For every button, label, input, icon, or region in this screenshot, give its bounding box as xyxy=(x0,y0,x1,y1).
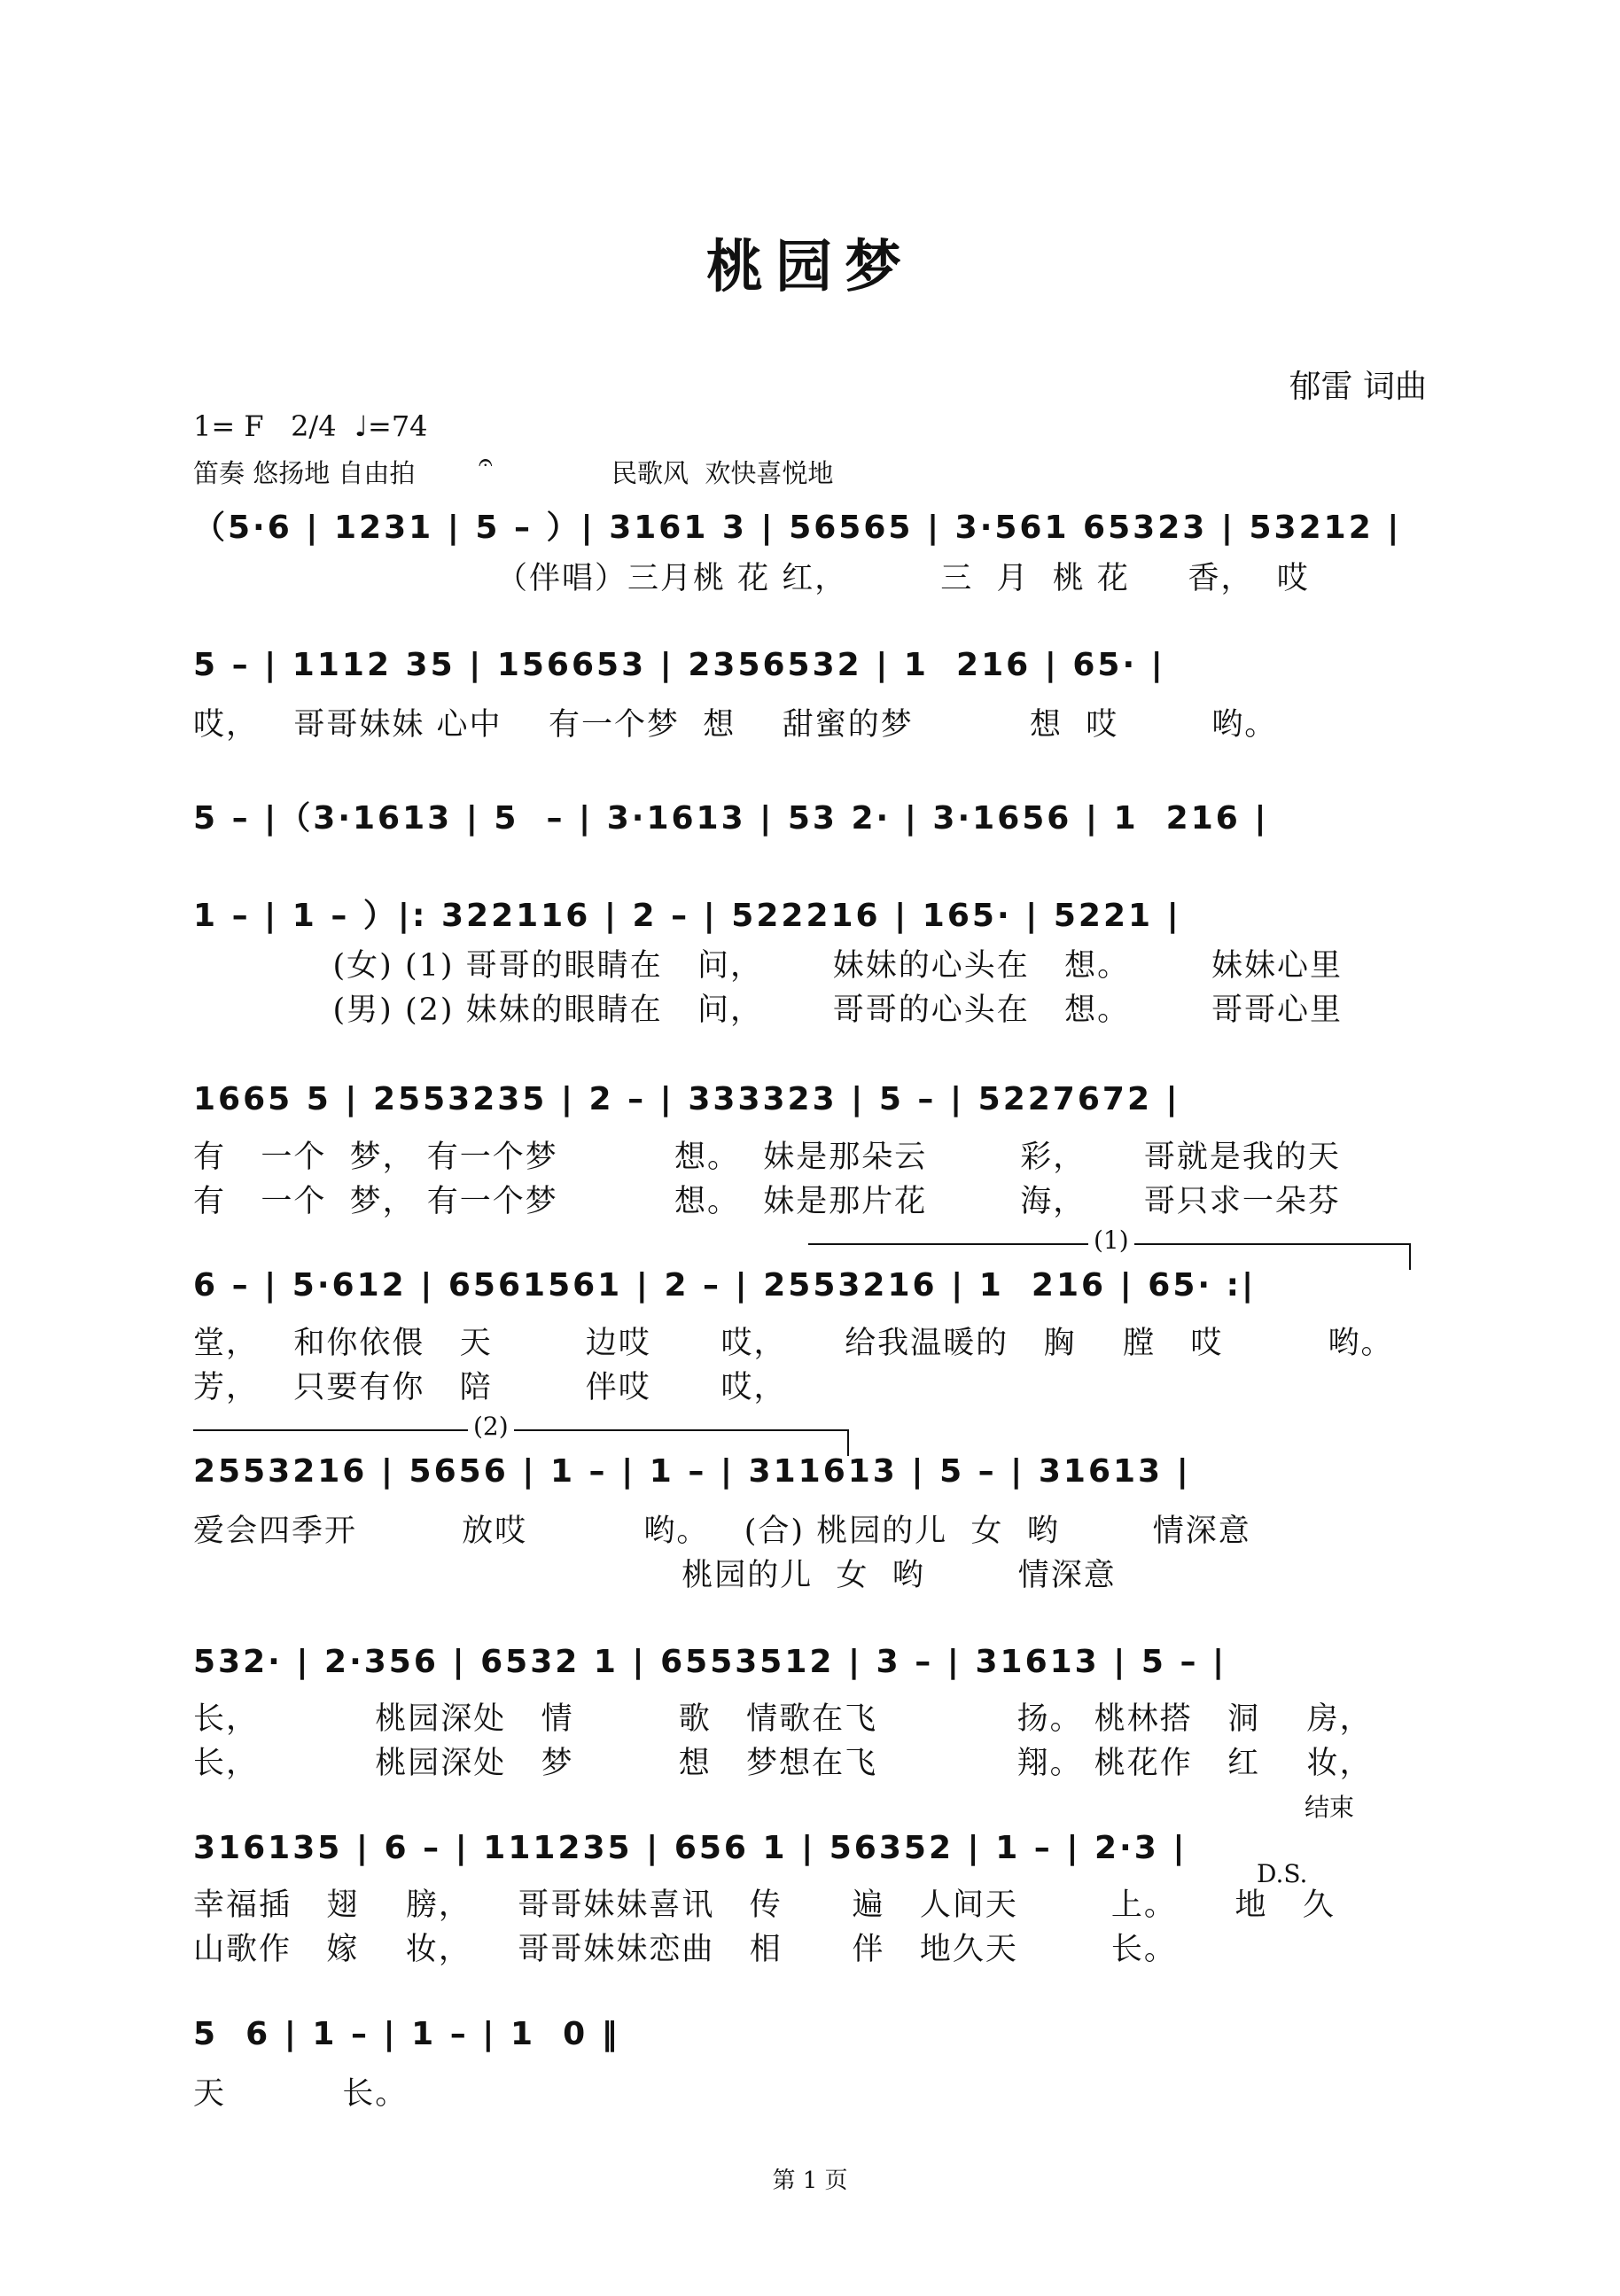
fermata-icon: 𝄐 xyxy=(479,448,493,477)
notation-row: 1 – | 1 – ）|: 322116 | 2 – | 522216 | 165· | 5221 | xyxy=(193,898,1181,934)
intro-performance-note: 笛奏 悠扬地 自由拍 xyxy=(193,458,416,488)
notation-row: 6 – | 5·612 | 6561561 | 2 – | 2553216 | 1 216 | 65· :| xyxy=(193,1267,1257,1304)
lyric-line: 长， 桃园深处 情 歌 情歌在飞 扬。 桃林搭 洞 房， xyxy=(193,1701,1373,1737)
lyric-line: 有 一个 梦， 有一个梦 想。 妹是那朵云 彩， 哥就是我的天 xyxy=(193,1140,1341,1175)
lyric-line: 幸福插 翅 膀， 哥哥妹妹喜讯 传 遍 人间天 上。 地 久 xyxy=(193,1887,1336,1923)
lyric-line: 芳， 只要有你 陪 伴哎 哎， xyxy=(193,1370,787,1405)
volta-label: (2) xyxy=(468,1412,514,1441)
volta-label: (1) xyxy=(1088,1226,1134,1255)
notation-row: （5·6 | 1231 | 5 – ）| 3161 3 | 56565 | 3·561 65323 | 53212 | xyxy=(193,510,1402,546)
key-tempo-marking: 1= F 2/4 ♩=74 xyxy=(193,409,428,443)
composer-credit: 郁雷 词曲 xyxy=(1289,369,1427,405)
notation-row: 316135 | 6 – | 111235 | 656 1 | 56352 | 1 – | 2·3 | xyxy=(193,1830,1188,1866)
lyric-line: 天 长。 xyxy=(193,2076,409,2112)
lyric-line: (男) (2) 妹妹的眼睛在 问， 哥哥的心头在 想。 哥哥心里 xyxy=(193,992,1344,1028)
page-number: 第 1 页 xyxy=(772,2168,848,2194)
notation-row: 2553216 | 5656 | 1 – | 1 – | 311613 | 5 – | 31613 | xyxy=(193,1453,1191,1490)
song-title: 桃园梦 xyxy=(706,234,914,300)
lyric-line: 长， 桃园深处 梦 想 梦想在飞 翔。 桃花作 红 妆， xyxy=(193,1746,1373,1781)
notation-row: 5 6 | 1 – | 1 – | 1 0 ‖ xyxy=(193,2016,620,2052)
notation-row: 5 – | 1112 35 | 156653 | 2356532 | 1 216 | 65· | xyxy=(193,647,1165,683)
notation-row: 532· | 2·356 | 6532 1 | 6553512 | 3 – | 31613 | 5 – | xyxy=(193,1644,1227,1680)
ds-marking: D.S. xyxy=(1257,1859,1308,1888)
lyric-line: (女) (1) 哥哥的眼睛在 问， 妹妹的心头在 想。 妹妹心里 xyxy=(193,948,1344,984)
lyric-line: 山歌作 嫁 妆， 哥哥妹妹恋曲 相 伴 地久天 长。 xyxy=(193,1932,1177,1967)
lyric-line: 爱会四季开 放哎 哟。 (合) 桃园的儿 女 哟 情深意 xyxy=(193,1514,1251,1549)
volta-bracket xyxy=(193,1429,849,1431)
fine-marking: 结束 xyxy=(1305,1793,1355,1822)
style-performance-note: 民歌风 欢快喜悦地 xyxy=(611,458,834,488)
lyric-line: 哎， 哥哥妹妹 心中 有一个梦 想 甜蜜的梦 想 哎 哟。 xyxy=(193,707,1278,743)
lyric-line: 堂， 和你依偎 天 边哎 哎， 给我温暖的 胸 膛 哎 哟。 xyxy=(193,1326,1394,1361)
lyric-line: （伴唱）三月桃 花 红， 三 月 桃 花 香， 哎 xyxy=(496,561,1310,596)
lyric-line: 有 一个 梦， 有一个梦 想。 妹是那片花 海， 哥只求一朵芬 xyxy=(193,1184,1341,1219)
notation-row: 1665 5 | 2553235 | 2 – | 333323 | 5 – | 5227672 | xyxy=(193,1081,1180,1117)
volta-bracket-end xyxy=(847,1429,849,1456)
volta-bracket-end xyxy=(1409,1243,1411,1270)
lyric-line: 桃园的儿 女 哟 情深意 xyxy=(193,1558,1117,1593)
notation-row: 5 – |（3·1613 | 5 – | 3·1613 | 53 2· | 3·1656 | 1 216 | xyxy=(193,800,1269,837)
